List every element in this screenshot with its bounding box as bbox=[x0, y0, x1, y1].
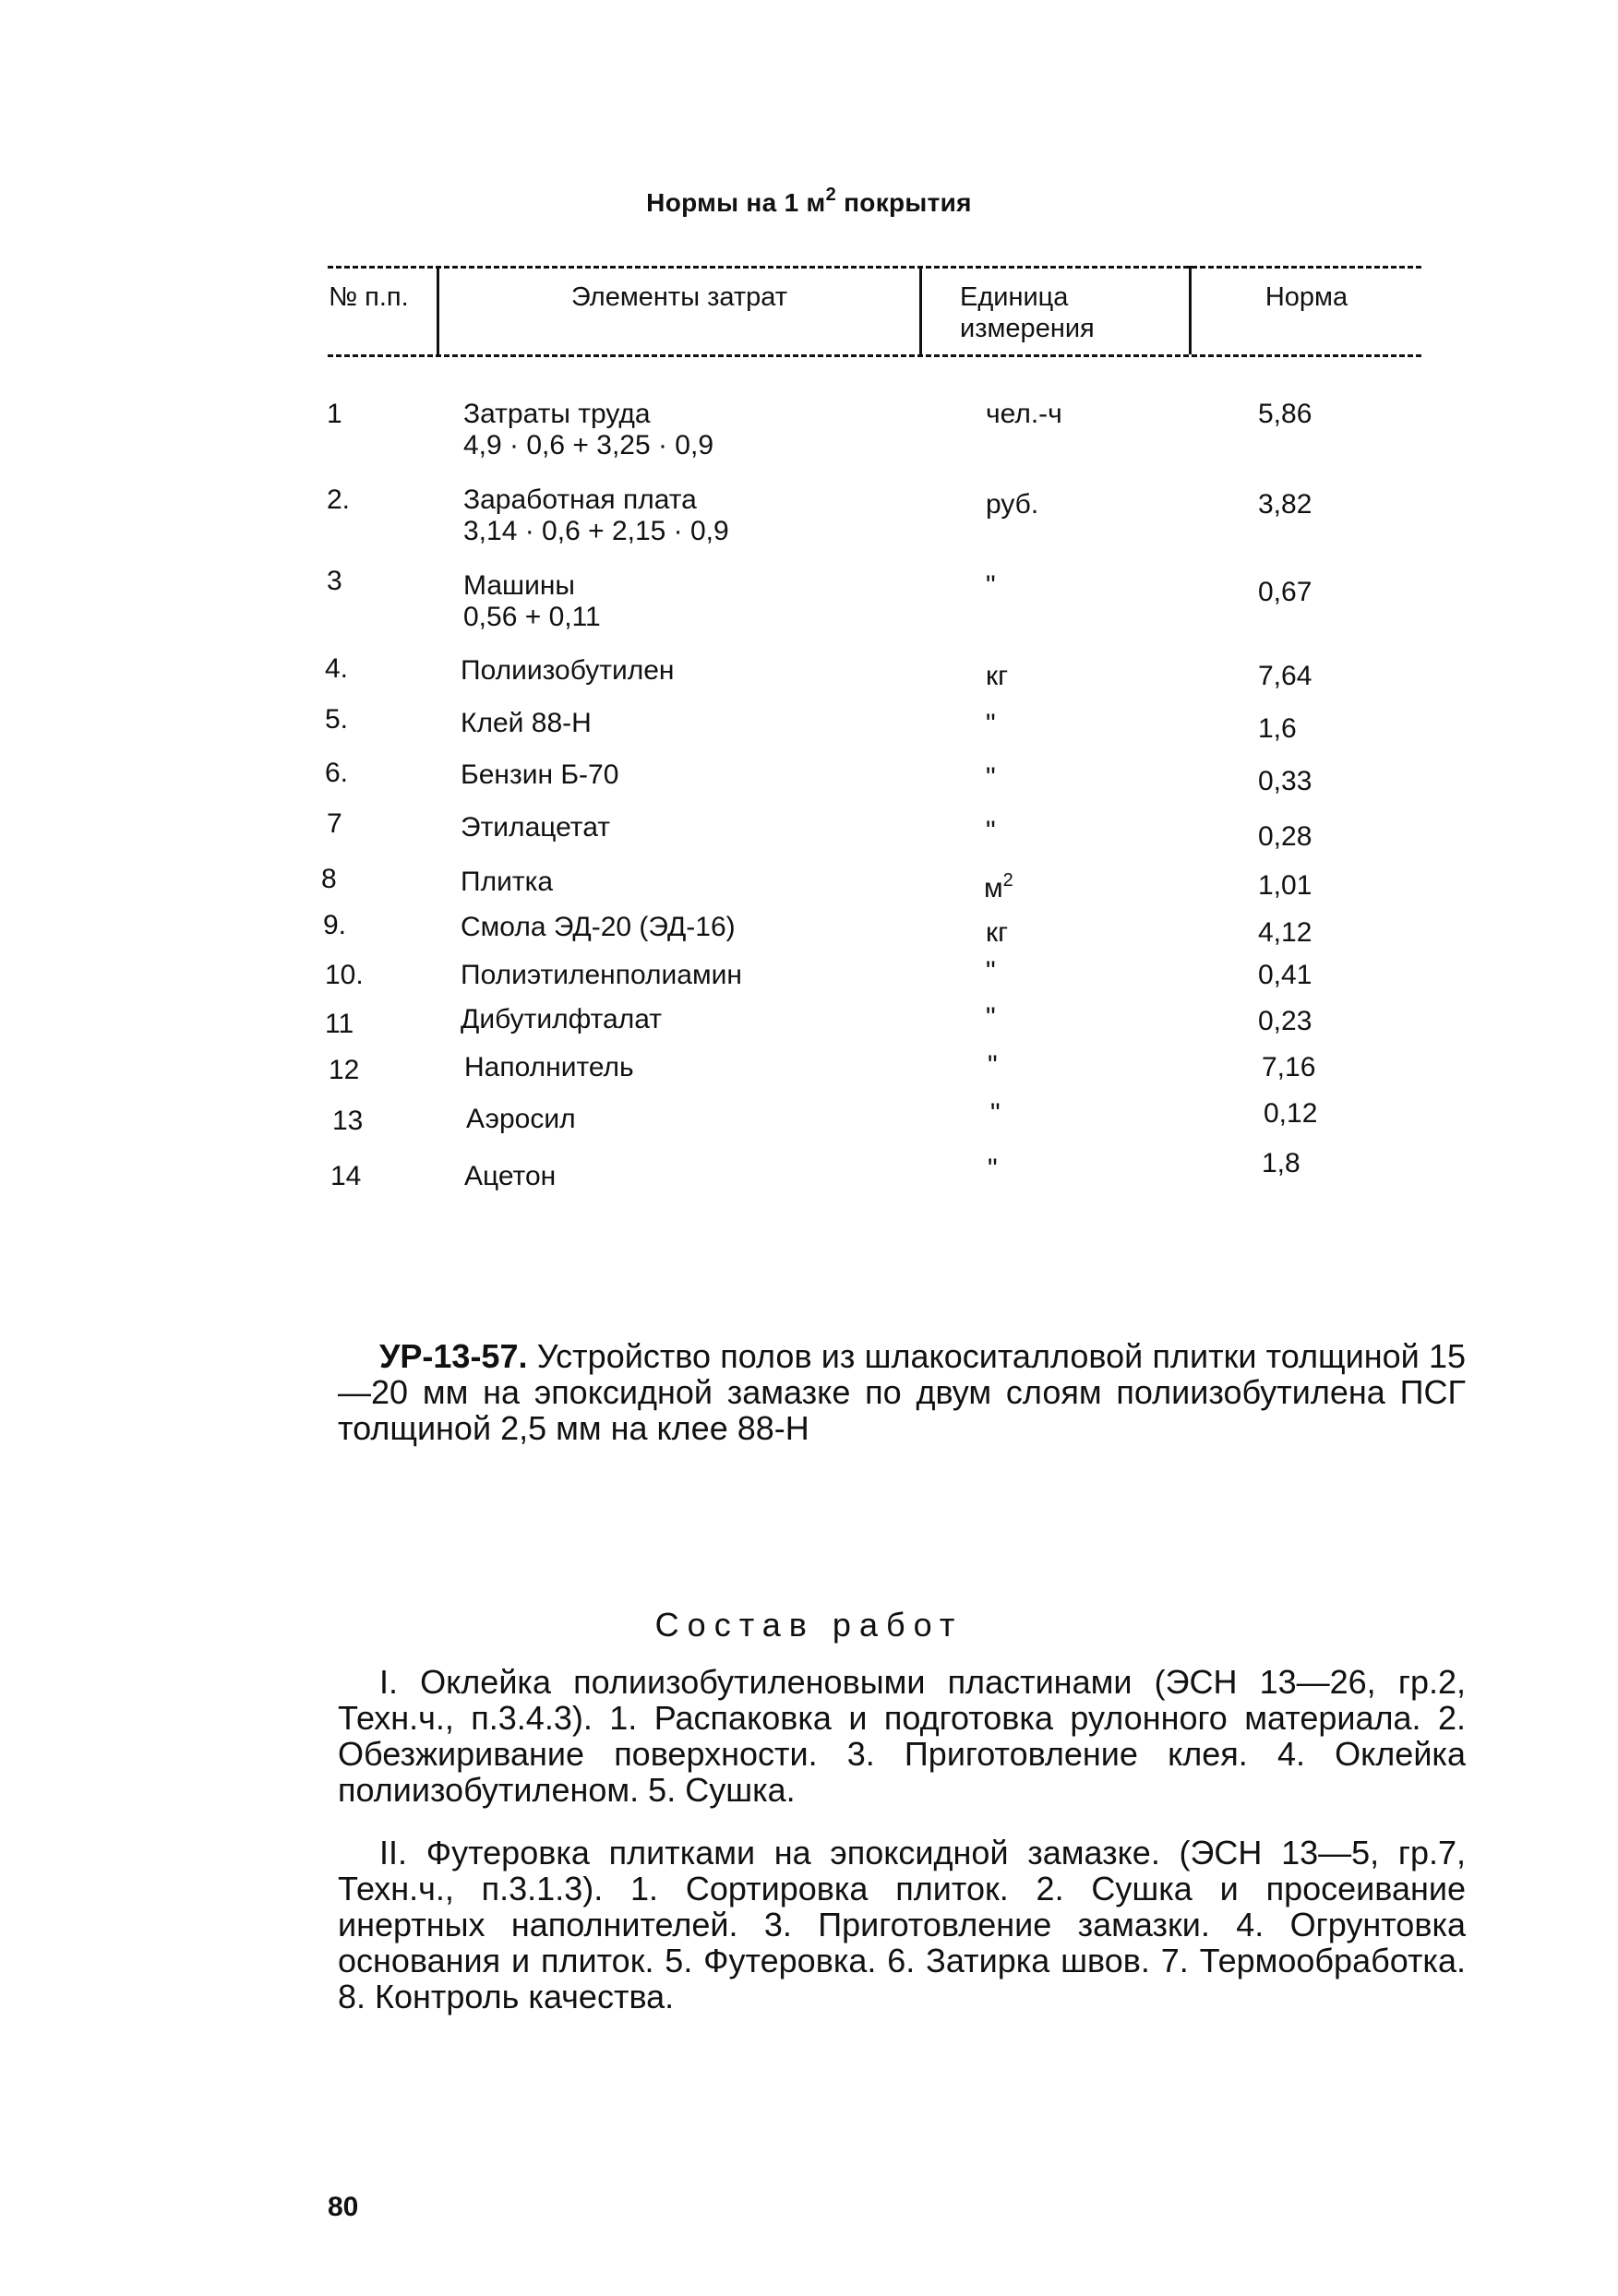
row-1-num: 1 bbox=[327, 399, 342, 429]
table-title bbox=[0, 185, 1618, 218]
row-7-name: Этилацетат bbox=[461, 812, 610, 843]
row-8-unit-superscript: 2 bbox=[1002, 870, 1013, 891]
row-8-num: 8 bbox=[321, 864, 337, 894]
table-title-text: Нормы на 1 м bbox=[646, 188, 826, 217]
row-4-unit: кг bbox=[986, 661, 1009, 691]
row-10-name: Полиэтиленполиамин bbox=[461, 960, 742, 990]
row-13-num: 13 bbox=[332, 1106, 364, 1136]
row-8-norm: 1,01 bbox=[1258, 870, 1312, 901]
row-4-name: Полиизобутилен bbox=[461, 655, 675, 686]
row-13-name: Аэросил bbox=[466, 1104, 576, 1134]
row-2-num: 2. bbox=[327, 484, 351, 515]
row-3-name-line-1: Машины bbox=[463, 570, 575, 601]
row-4-norm: 7,64 bbox=[1258, 661, 1312, 691]
work-paragraph-1: I. Оклейка полиизобутиленовыми пластинами (ЭСН 13—26, гр.2, Техн.ч., п.3.4.3). 1. Распаковка и подготовка рулонного материала. 2. Обезжиривание поверхности. 3. Приготовление клея. 4. Оклейка полиизобутиленом. 5. Сушка. bbox=[338, 1663, 1466, 1809]
row-1-name-line-1: Затраты труда bbox=[463, 399, 651, 429]
row-6-name: Бензин Б-70 bbox=[461, 759, 619, 790]
section-title: Устройство полов из шлакоситалловой плитки толщиной 15—20 мм на эпоксидной замазке по двум слоям полиизобутилена ПСГ толщиной 2,5 мм на клее 88-Н bbox=[338, 1337, 1466, 1447]
header-num: № п.п. bbox=[329, 282, 409, 312]
row-4-num: 4. bbox=[325, 653, 349, 684]
row-11-num: 11 bbox=[325, 1009, 354, 1039]
row-9-num: 9. bbox=[323, 910, 347, 940]
row-2-name-line-2: 3,14 · 0,6 + 2,15 · 0,9 bbox=[463, 516, 729, 546]
composition-heading: Состав работ bbox=[654, 1606, 964, 1644]
row-2-name bbox=[463, 484, 729, 547]
table-top-rule bbox=[328, 266, 1421, 269]
row-1-name-line-2: 4,9 · 0,6 + 3,25 · 0,9 bbox=[463, 430, 714, 460]
row-5-unit: " bbox=[986, 709, 996, 739]
row-14-num: 14 bbox=[330, 1161, 362, 1191]
row-10-num: 10. bbox=[325, 960, 364, 990]
table-title-superscript: 2 bbox=[825, 185, 837, 205]
row-7-num: 7 bbox=[327, 808, 342, 839]
row-5-norm: 1,6 bbox=[1258, 713, 1297, 744]
table-title-tail: покрытия bbox=[836, 188, 972, 217]
table-header-bottom-rule bbox=[328, 354, 1421, 357]
row-1-name bbox=[463, 399, 713, 461]
row-5-num: 5. bbox=[325, 704, 349, 735]
row-12-norm: 7,16 bbox=[1262, 1052, 1316, 1082]
header-unit bbox=[960, 281, 1095, 344]
row-3-norm: 0,67 bbox=[1258, 577, 1312, 607]
row-6-norm: 0,33 bbox=[1258, 766, 1312, 796]
row-10-unit: " bbox=[986, 956, 996, 987]
row-3-unit: " bbox=[986, 570, 996, 601]
row-7-norm: 0,28 bbox=[1258, 821, 1312, 852]
page-number: 80 bbox=[328, 2192, 359, 2222]
row-7-unit: " bbox=[986, 816, 996, 846]
row-8-unit-base: м bbox=[984, 873, 1003, 903]
row-11-unit: " bbox=[986, 1002, 996, 1033]
section-description bbox=[338, 1338, 1466, 1446]
row-11-norm: 0,23 bbox=[1258, 1006, 1312, 1036]
row-5-name: Клей 88-Н bbox=[461, 708, 592, 738]
row-8-name: Плитка bbox=[461, 867, 554, 897]
row-9-name: Смола ЭД-20 (ЭД-16) bbox=[461, 912, 736, 942]
row-1-unit: чел.-ч bbox=[986, 399, 1062, 429]
row-3-name bbox=[463, 570, 601, 633]
row-14-name: Ацетон bbox=[464, 1161, 557, 1191]
row-13-unit: " bbox=[990, 1098, 1001, 1129]
work-paragraph-2: II. Футеровка плитками на эпоксидной замазке. (ЭСН 13—5, гр.7, Техн.ч., п.3.1.3). 1. Сортировка плиток. 2. Сушка и просеивание инертных наполнителей. 3. Приготовление замазки. 4. Огрунтовка основания и плиток. 5. Футеровка. 6. Затирка швов. 7. Термообработка. 8. Контроль качества. bbox=[338, 1834, 1466, 2015]
header-element: Элементы затрат bbox=[570, 282, 788, 312]
row-1-norm: 5,86 bbox=[1258, 399, 1312, 429]
row-14-norm: 1,8 bbox=[1262, 1148, 1300, 1178]
table-column-divider-2 bbox=[919, 266, 922, 354]
row-10-norm: 0,41 bbox=[1258, 960, 1312, 990]
header-unit-line-1: Единица bbox=[960, 282, 1069, 312]
section-code: УР-13-57. bbox=[379, 1337, 528, 1375]
row-12-unit: " bbox=[988, 1050, 998, 1081]
row-12-name: Наполнитель bbox=[464, 1052, 634, 1082]
header-unit-line-2: измерения bbox=[960, 314, 1095, 343]
row-3-num: 3 bbox=[327, 566, 342, 596]
row-13-norm: 0,12 bbox=[1264, 1098, 1318, 1129]
row-14-unit: " bbox=[988, 1154, 998, 1184]
row-12-num: 12 bbox=[329, 1055, 360, 1085]
row-6-unit: " bbox=[986, 762, 996, 793]
row-3-name-line-2: 0,56 + 0,11 bbox=[463, 602, 601, 632]
row-9-norm: 4,12 bbox=[1258, 917, 1312, 948]
row-8-unit bbox=[984, 865, 1013, 904]
row-6-num: 6. bbox=[325, 758, 349, 788]
row-11-name: Дибутилфталат bbox=[461, 1004, 662, 1034]
header-norm: Норма bbox=[1264, 282, 1348, 312]
row-2-norm: 3,82 bbox=[1258, 489, 1312, 520]
row-2-name-line-1: Заработная плата bbox=[463, 484, 697, 515]
row-9-unit: кг bbox=[986, 917, 1009, 948]
row-2-unit: руб. bbox=[986, 489, 1039, 520]
